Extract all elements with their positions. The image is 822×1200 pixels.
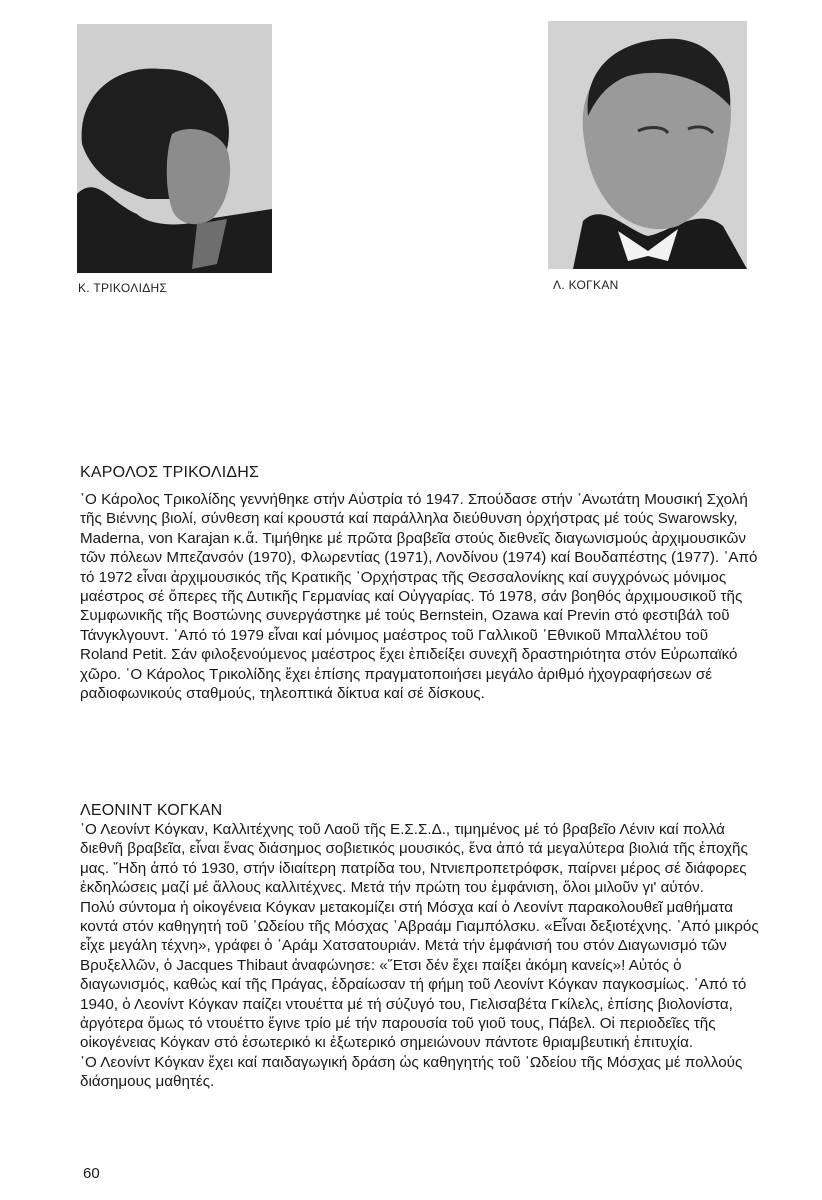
portrait-photo-kogan: [548, 21, 747, 269]
bio-paragraph: ῾Ο Κάρολος Τρικολίδης γεννήθηκε στήν Αὐστρία τό 1947. Σπούδασε στήν ᾿Ανωτάτη Μουσική Σχολή τῆς Βιέννης βιολί, σύνθεση καί κρουστά καί παράλληλα διεύθυνση ὀρχήστρας μέ τούς Swarowsky, Maderna, von Karajan κ.ἄ. Τιμήθηκε μέ πρῶτα βραβεῖα στούς διεθνεῖς διαγωνισμούς ἀρχιμουσικῶν τῶν πόλεων Μπεζανσόν (1970), Φλωρεντίας (1971), Λονδίνου (1974) καί Βουδαπέστης (1977). ᾿Από τό 1972 εἶναι ἀρχιμουσικός τῆς Κρατικῆς ᾿Ορχήστρας τῆς Θεσσαλονίκης καί συγχρόνως μόνιμος μαέστρος σέ ὄπερες τῆς Δυτικῆς Γερμανίας καί Οὐγγαρίας. Τό 1978, σάν βοηθός ἀρχιμουσικοῦ τῆς Συμφωνικῆς τῆς Βοστώνης συνεργάστηκε μέ τούς Bernstein, Ozawa καί Previn στό φεστιβάλ τοῦ Τάνγκλγουντ. ᾿Από τό 1979 εἶναι καί μόνιμος μαέστρος τοῦ Γαλλικοῦ ᾿Εθνικοῦ Μπαλλέτου τοῦ Roland Petit. Σάν φιλοξενούμενος μαέστρος ἔχει ἐπιδείξει συνεχῆ δραστηριότητα στόν Εὐρωπαϊκό χῶρο. ῾Ο Κάρολος Τρικολίδης ἔχει ἐπίσης πραγματοποιήσει μεγάλο ἀριθμό ἠχογραφήσεων σέ ραδιοφωνικούς σταθμούς, τηλεοπτικά δίκτυα καί σέ δίσκους.: [80, 491, 758, 703]
portrait-photo-trikolidis: [77, 24, 272, 273]
photo-caption-left: Κ. ΤΡΙΚΟΛΙΔΗΣ: [78, 281, 168, 295]
bio-text-kogan: [80, 820, 760, 1092]
bio-text-trikolidis: [80, 490, 760, 703]
bio-paragraph: ῾Ο Λεονίντ Κόγκαν ἔχει καί παιδαγωγική δράση ὡς καθηγητής τοῦ ᾿Ωδείου τῆς Μόσχας μέ πολλούς διάσημους μαθητές.: [80, 1053, 743, 1091]
bio-paragraph: Πολύ σύντομα ἡ οἰκογένεια Κόγκαν μετακομίζει στή Μόσχα καί ὁ Λεονίντ παρακολουθεῖ μαθήματα κοντά στόν καθηγητή τοῦ ᾿Ωδείου τῆς Μόσχας ᾿Αβραάμ Γιαμπόλσκυ. «Εἶναι δεξιοτέχνης. ᾿Από μικρός εἶχε μεγάλη τέχνη», γράφει ὁ ᾿Αράμ Χατσατουριάν. Μετά τήν ἐμφάνισή του στόν Διαγωνισμό τῶν Βρυξελλῶν, ὁ Jacques Thibaut ἀναφώνησε: «῞Ετσι δέν ἔχει παίξει ἀκόμη κανείς»! Αὐτός ὁ διαγωνισμός, καθώς καί τῆς Πράγας, ἑδραίωσαν τή φήμη τοῦ Λεονίντ Κόγκαν παγκοσμίως. ᾿Από τό 1940, ὁ Λεονίντ Κόγκαν παίζει ντουέττα μέ τή σύζυγό του, Γιελισαβέτα Γκίλελς, ἐπίσης βιολονίστα, ἀργότερα ὅμως τό ντουέττο ἔγινε τρίο μέ τήν παρουσία τοῦ γιοῦ τους, Πάβελ. Οἱ περιοδεῖες τῆς οἰκογένειας Κόγκαν στό ἐσωτερικό κι ἐξωτερικό σημειώνουν πάντοτε θριαμβευτική ἐπιτυχία.: [80, 898, 759, 1052]
bio-heading-kogan: ΛΕΟΝΙΝΤ ΚΟΓΚΑΝ: [80, 802, 223, 819]
photo-caption-right: Λ. ΚΟΓΚΑΝ: [553, 278, 619, 292]
page-number: 60: [83, 1165, 100, 1182]
bio-paragraph: ῾Ο Λεονίντ Κόγκαν, Καλλιτέχνης τοῦ Λαοῦ τῆς Ε.Σ.Σ.Δ., τιμημένος μέ τό βραβεῖο Λένιν καί πολλά διεθνῆ βραβεῖα, εἶναι ἕνας διάσημος σοβιετικός μουσικός, ἕνα ἀπό τά μεγαλύτερα βιολιά τῆς ἐποχῆς μας. ῎Ηδη ἀπό τό 1930, στήν ἰδιαίτερη πατρίδα του, Ντνιεπροπετρόφσκ, παίρνει μέρος σέ διάφορες ἐκδηλώσεις μαζί μέ ἄλλους καλλιτέχνες. Μετά τήν πρώτη του ἐμφάνιση, ὅλοι μιλοῦν γι' αὐτόν.: [80, 821, 748, 897]
bio-heading-trikolidis: ΚΑΡΟΛΟΣ ΤΡΙΚΟΛΙΔΗΣ: [80, 464, 260, 481]
